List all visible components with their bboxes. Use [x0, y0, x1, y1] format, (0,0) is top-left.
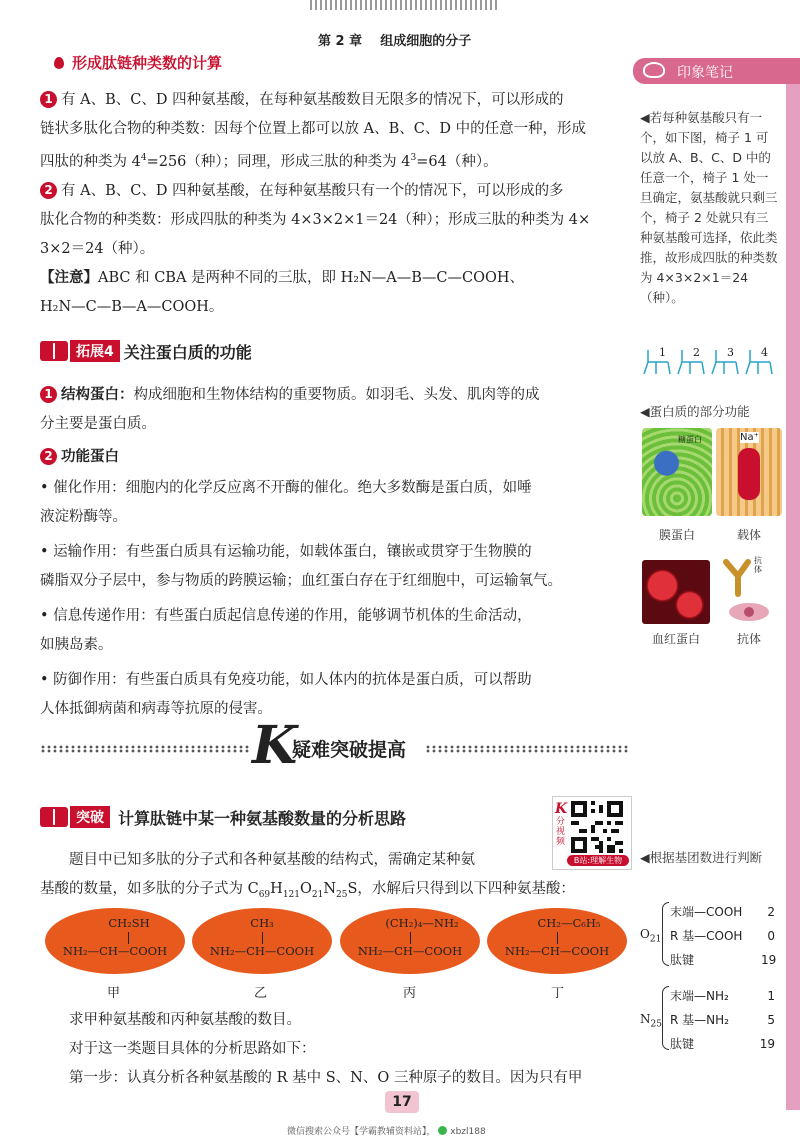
image-caption: 抗体 [736, 632, 761, 646]
row-value: 19 [759, 1037, 775, 1051]
r-group: (CH₂)₄—NH₂ [385, 916, 459, 930]
wechat-id: xbzl188 [450, 1127, 486, 1137]
subscript: 21 [311, 889, 324, 900]
antibody-icon [716, 556, 782, 626]
bond-line [557, 932, 558, 944]
item-head: 功能蛋白 [61, 449, 119, 465]
backbone: NH₂—CH—COOH [62, 944, 168, 958]
bond-line [262, 932, 263, 944]
text-line: 有 A、B、C、D 四种氨基酸，在每种氨基酸数目无限多的情况下，可以形成的 [61, 92, 564, 108]
qr-video-box[interactable] [552, 796, 632, 870]
row-value: 2 [767, 905, 775, 919]
qr-code-icon [571, 801, 623, 853]
section1-title: 形成肽链种类数的计算 [72, 54, 223, 72]
section1-note [40, 264, 630, 322]
row-value: 0 [767, 929, 775, 943]
text-line [40, 144, 630, 177]
number-badge: 1 [40, 91, 57, 108]
amino-acid-label: 甲 [107, 986, 121, 1001]
bullet-line: • 运输作用：有些蛋白质具有运输功能，如载体蛋白，镶嵌或贯穿于生物膜的 [40, 544, 532, 560]
text-span: 基酸的数量，如多肽的分子式为 C [40, 881, 259, 897]
text-line: H₂N—C—B—A—COOH。 [40, 299, 224, 315]
banner-dots-right [425, 745, 630, 753]
antibody-image [716, 556, 782, 626]
text-line: 肽化合物的种类数：形成四肽的种类为 4×3×2×1＝24（种）；形成三肽的种类为 4× [40, 212, 591, 228]
sidebar-note3: ◀根据基团数进行判断 [640, 850, 763, 865]
sidebar-title-bar [633, 58, 800, 84]
row-name: 肽键 [670, 1037, 695, 1051]
section2-heading [40, 340, 252, 362]
amino-acid-oval [192, 908, 332, 974]
backbone: NH₂—CH—COOH [504, 944, 610, 958]
footer-text: 微信搜索公众号【学霸教辅资料站】， [287, 1127, 436, 1137]
section3-para2 [40, 1006, 630, 1093]
banner-title: 疑难突破提高 [292, 739, 407, 761]
page-number-badge [385, 1091, 419, 1113]
text-line: 构成细胞和生物体结构的重要物质。如羽毛、头发、肌肉等的成 [133, 387, 540, 403]
text-line: 题目中已知多肽的分子式和各种氨基酸的结构式，需确定某种氨 [69, 852, 475, 868]
row-name: 末端—COOH [670, 905, 743, 919]
text-line: 液淀粉酶等。 [40, 509, 127, 525]
antibody-small-label: 抗体 [754, 556, 762, 574]
text-line: 人体抵御病菌和病毒等抗原的侵害。 [40, 701, 272, 717]
amino-acid-label: 丙 [403, 986, 417, 1001]
subscript: 25 [650, 1019, 662, 1030]
section2-item1 [40, 381, 630, 439]
section2-tag: 拓展4 [70, 340, 120, 362]
row-name: R 基—NH₂ [670, 1013, 729, 1027]
r-group: CH₂SH [108, 916, 150, 930]
number-badge: 2 [40, 182, 57, 199]
bond-line [128, 932, 129, 944]
backbone: NH₂—CH—COOH [357, 944, 463, 958]
bullet-line: • 防御作用：有些蛋白质具有免疫功能，如人体内的抗体是蛋白质，可以帮助 [40, 672, 532, 688]
text-line: 磷脂双分子层中，参与物质的跨膜运输；血红蛋白存在于红细胞中，可运输氧气。 [40, 573, 562, 589]
bullet-line: • 催化作用：细胞内的化学反应离不开酶的催化。绝大多数酶是蛋白质，如唾 [40, 480, 532, 496]
n-values [755, 984, 775, 1056]
hemoglobin-image [642, 560, 710, 624]
text-line: 分主要是蛋白质。 [40, 416, 156, 432]
r-group: CH₂—C₆H₅ [537, 916, 601, 930]
section3-tag: 突破 [70, 806, 110, 828]
amino-acid-oval [45, 908, 185, 974]
footer-note [287, 1124, 486, 1137]
section1-heading [54, 52, 222, 73]
banner-dots-left [40, 745, 250, 753]
qr-video-label: 分视频 [556, 817, 566, 847]
text-line: 3×2＝24（种）。 [40, 241, 155, 257]
subscript: 121 [282, 889, 300, 900]
row-value: 5 [767, 1013, 775, 1027]
chair-label: 3 [727, 346, 734, 359]
book-icon [40, 341, 68, 361]
image-caption: 载体 [736, 528, 761, 542]
sidebar-note2: ◀蛋白质的部分功能 [640, 404, 750, 419]
section1-item2 [40, 177, 630, 264]
text-line: 求甲种氨基酸和丙种氨基酸的数目。 [69, 1012, 301, 1028]
text-line: ABC 和 CBA 是两种不同的三肽，即 H₂N—A—B—C—COOH、 [98, 270, 525, 286]
text-line: 对于这一类题目具体的分析思路如下： [69, 1041, 316, 1057]
item-head: 结构蛋白： [61, 387, 134, 403]
text-span: S，水解后只得到以下四种氨基酸： [347, 881, 575, 897]
number-badge: 1 [40, 386, 57, 403]
section2-item2 [40, 443, 630, 724]
sidebar-title: 印象笔记 [677, 65, 733, 81]
note-label: 【注意】 [40, 270, 98, 286]
superscript: 3 [410, 153, 417, 163]
o-group-label [640, 927, 661, 944]
number-badge: 2 [40, 448, 57, 465]
brace [662, 902, 669, 966]
n-group-label [640, 1012, 662, 1029]
header-decoration [310, 0, 500, 10]
text-line: 有 A、B、C、D 四种氨基酸，在每种氨基酸只有一个的情况下，可以形成的多 [61, 183, 564, 199]
amino-acid-label: 丁 [551, 986, 565, 1001]
row-value: 1 [767, 989, 775, 1003]
text-span: =64（种）。 [416, 153, 498, 170]
page-number: 17 [392, 1094, 412, 1110]
row-name: 末端—NH₂ [670, 989, 729, 1003]
text-span: O [300, 881, 312, 897]
banner-k-letter: K [252, 715, 298, 776]
text-span: N [323, 881, 337, 897]
backbone: NH₂—CH—COOH [209, 944, 315, 958]
element-symbol: O [640, 927, 650, 941]
qr-caption: B站:理解生物 [567, 855, 629, 866]
sidebar-strip [786, 60, 800, 1110]
section2-title: 关注蛋白质的功能 [123, 342, 252, 362]
text-span: 四肽的种类为 4 [40, 153, 141, 170]
image-caption: 膜蛋白 [658, 528, 695, 542]
subscript: 21 [649, 934, 662, 945]
qr-k-letter: K [555, 801, 568, 817]
strawberry-icon [54, 57, 64, 69]
book-icon [40, 807, 68, 827]
image-caption: 血红蛋白 [651, 632, 700, 646]
row-name: 肽键 [670, 953, 695, 967]
receptor-label: 糖蛋白 [678, 435, 702, 444]
text-span: =256（种）；同理，形成三肽的种类为 4 [146, 153, 411, 170]
o-row [670, 900, 742, 972]
carrier-protein-shape [738, 448, 760, 500]
row-name: R 基—COOH [670, 929, 743, 943]
brace [662, 986, 669, 1050]
wechat-icon [438, 1126, 447, 1135]
section3-heading [40, 806, 406, 828]
amino-acid-oval [487, 908, 627, 974]
membrane-protein-image [642, 428, 712, 516]
amino-acid-label: 乙 [254, 986, 268, 1001]
chair-label: 1 [659, 346, 666, 359]
section1-item1 [40, 86, 630, 177]
chair-label: 2 [693, 346, 700, 359]
r-group: CH₃ [250, 916, 274, 930]
bullet-line: • 信息传递作用：有些蛋白质起信息传递的作用，能够调节机体的生命活动， [40, 608, 532, 624]
subscript: 69 [258, 889, 271, 900]
section3-para1 [40, 846, 575, 910]
text-line: 链状多肽化合物的种类数：因每个位置上都可以放 A、B、C、D 中的任意一种，形成 [40, 121, 587, 137]
chapter-title: 组成细胞的分子 [380, 34, 472, 49]
bond-line [410, 932, 411, 944]
chapter-header [318, 30, 471, 49]
subscript: 25 [336, 889, 348, 900]
chair-label: 4 [761, 346, 768, 359]
superscript: 4 [140, 153, 147, 163]
carrier-image [716, 428, 782, 516]
text-line: 如胰岛素。 [40, 637, 113, 653]
text-span: H [270, 881, 283, 897]
text-line: 第一步：认真分析各种氨基酸的 R 基中 S、N、O 三种原子的数目。因为只有甲 [69, 1070, 583, 1086]
text-line [40, 875, 630, 910]
sidebar-note1: ◀若每种氨基酸只有一个，如下图，椅子 1 可以放 A、B、C、D 中的任意一个，椅子 1 处一旦确定，氨基酸就只剩三个，椅子 2 处就只有三种氨基酸可选择，依此类推，故形成四肽的种类数为 4×3×2×1＝24（种）。 [640, 110, 778, 305]
section3-title: 计算肽链中某一种氨基酸数量的分析思路 [118, 808, 407, 828]
o-values [755, 900, 775, 972]
element-symbol: N [640, 1012, 651, 1026]
row-value: 19 [761, 953, 777, 967]
na-ion-label: Na⁺ [740, 432, 759, 443]
chapter-number: 第 2 章 [318, 34, 363, 49]
amino-acid-oval [340, 908, 480, 974]
elephant-icon [643, 62, 665, 78]
n-row [670, 984, 729, 1056]
